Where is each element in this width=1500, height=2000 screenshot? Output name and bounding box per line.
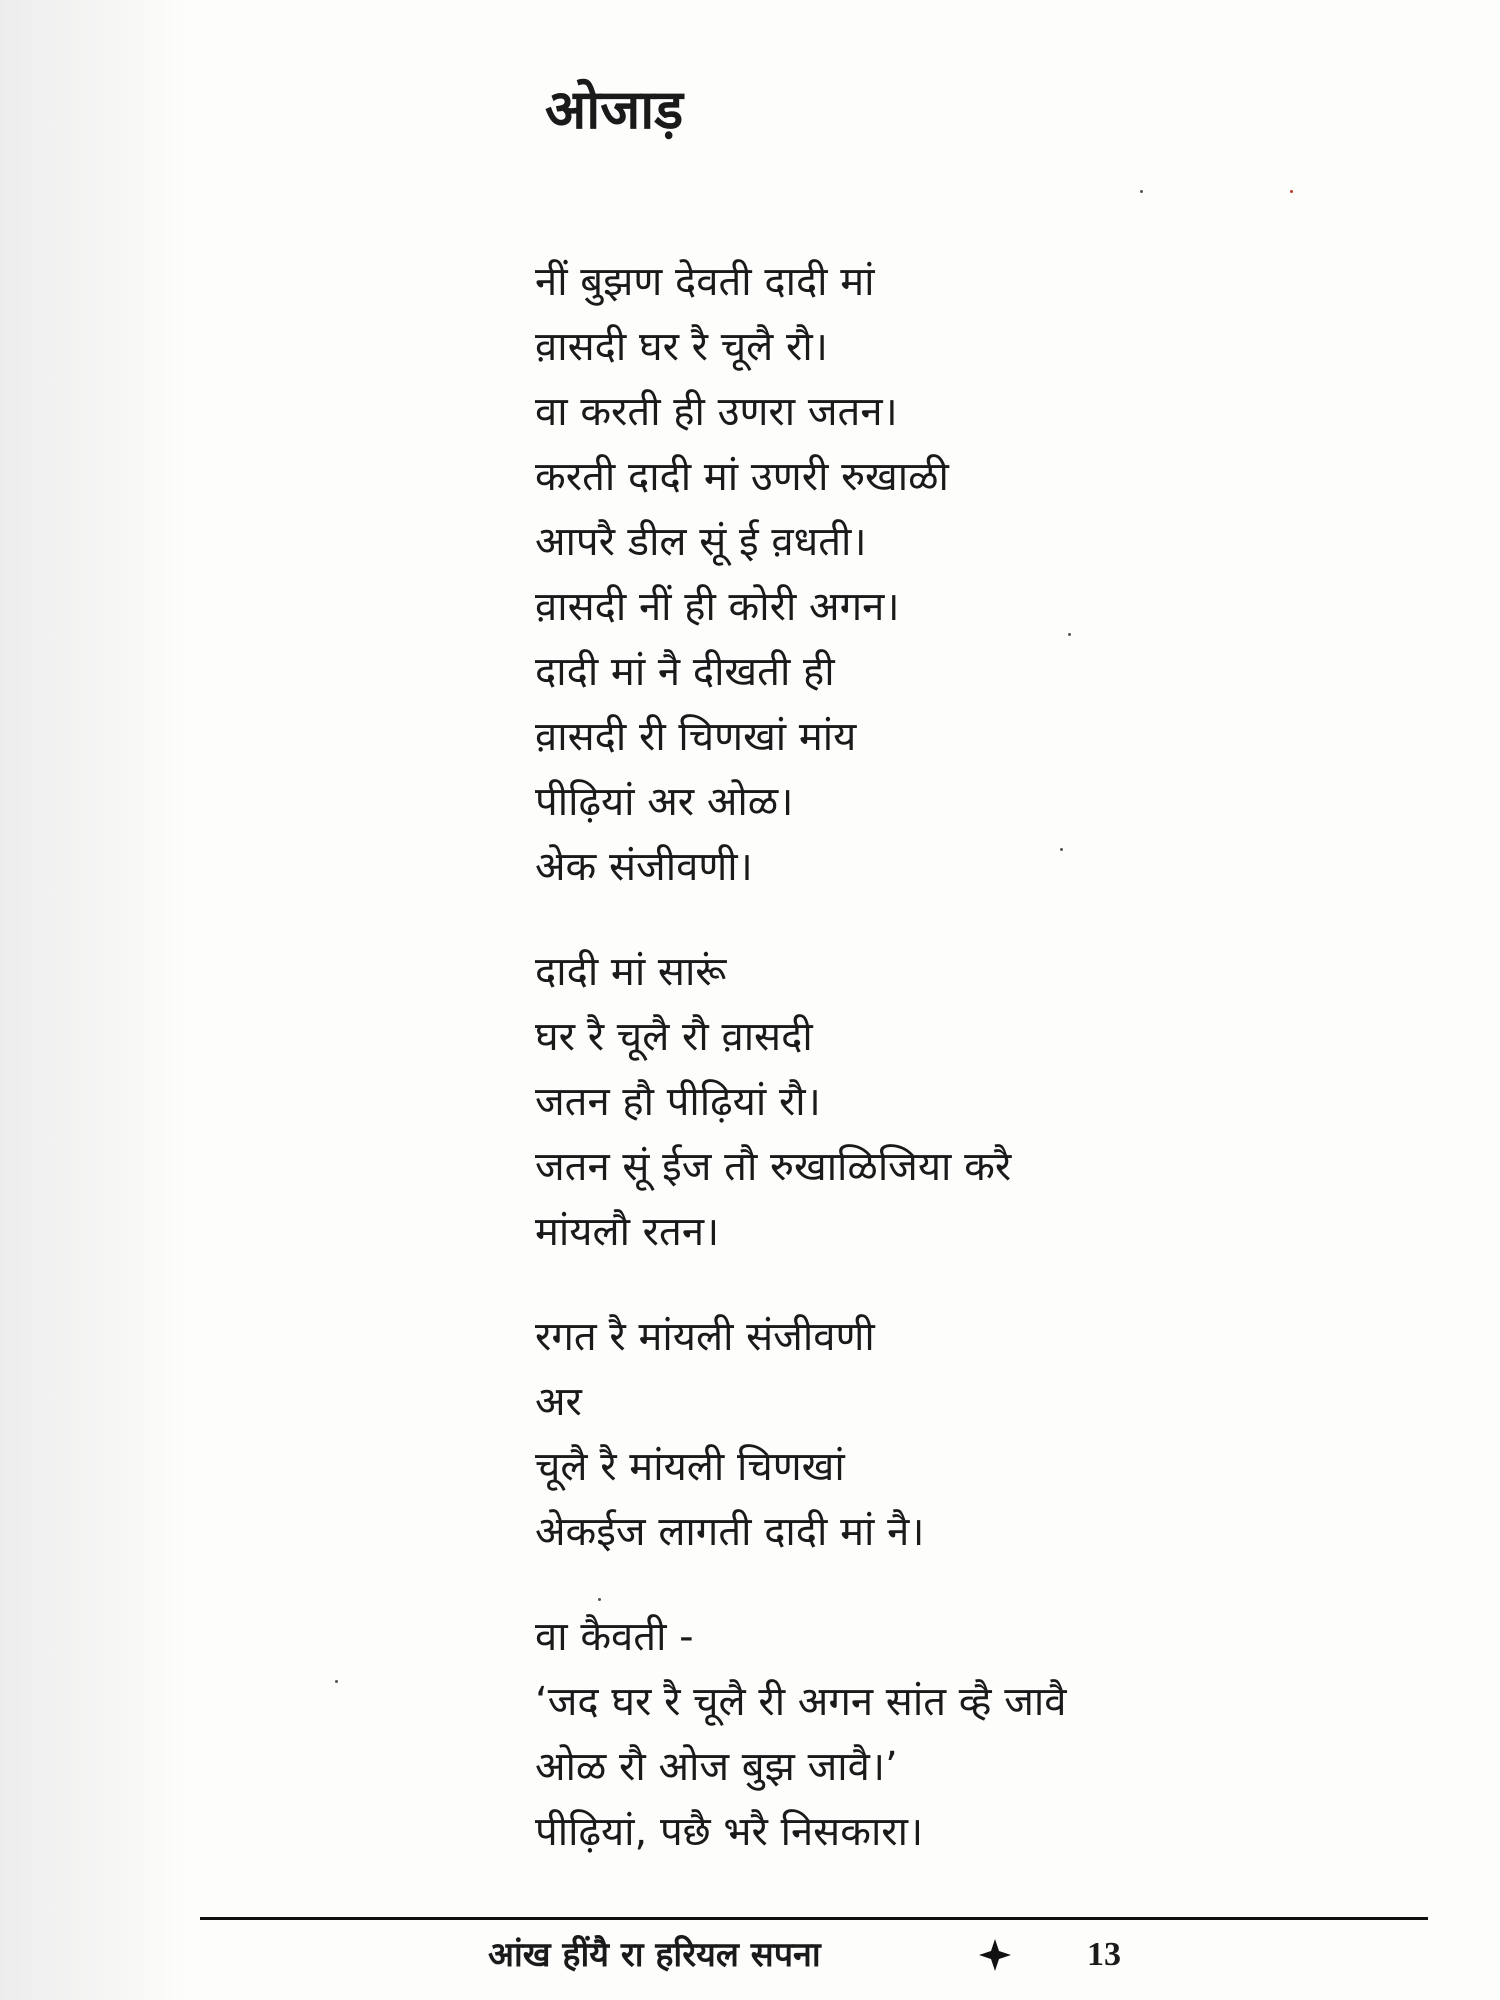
poem-line: ओळ रौ ओज बुझ जावै।’ bbox=[535, 1744, 898, 1790]
footer-divider bbox=[200, 1917, 1428, 1920]
poem-line: वा करती ही उणरा जतन। bbox=[535, 389, 898, 435]
poem-line: अेक संजीवणी। bbox=[535, 844, 753, 890]
page-footer bbox=[0, 1930, 1500, 1980]
poem-line: जतन हौ पीढ़ियां रौ। bbox=[535, 1079, 821, 1125]
poem-line: ‘जद घर रै चूलै री अगन सांत व्है जावै bbox=[535, 1679, 1067, 1725]
poem-line: मांयलौ रतन। bbox=[535, 1209, 720, 1255]
print-speck bbox=[1140, 190, 1143, 193]
poem-line: चूलै रै मांयली चिणखां bbox=[535, 1444, 845, 1490]
poem-title: ओजाड़ bbox=[545, 78, 684, 141]
stanza bbox=[535, 250, 1235, 900]
poem-line: वा कैवती - bbox=[535, 1614, 694, 1660]
poem-line: व़ासदी री चिणखां मांय bbox=[535, 714, 857, 760]
book-title: आंख हींयै रा हरियल सपना bbox=[488, 1935, 821, 1975]
poem-line: दादी मां नै दीखती ही bbox=[535, 649, 835, 695]
diamond-star-icon bbox=[978, 1938, 1012, 1972]
stanza bbox=[535, 940, 1235, 1265]
page-number: 13 bbox=[1087, 1936, 1121, 1973]
print-speck bbox=[335, 1680, 338, 1683]
poem-line: आपरै डील सूं ई व़धती। bbox=[535, 519, 867, 565]
poem-line: जतन सूं ईज तौ रुखाळिजिया करै bbox=[535, 1144, 1012, 1190]
poem-body bbox=[535, 250, 1235, 1905]
page-gutter-shadow bbox=[0, 0, 190, 2000]
poem-line: करती दादी मां उणरी रुखाळी bbox=[535, 454, 949, 500]
poem-line: अेकईज लागती दादी मां नै। bbox=[535, 1509, 925, 1555]
stanza bbox=[535, 1605, 1235, 1865]
stanza bbox=[535, 1305, 1235, 1565]
poem-line: नीं बुझण देवती दादी मां bbox=[535, 259, 875, 305]
poem-line: पीढ़ियां, पछै भरै निसकारा। bbox=[535, 1809, 924, 1855]
poem-line: व़ासदी घर रै चूलै रौ। bbox=[535, 324, 828, 370]
poem-line: अर bbox=[535, 1379, 582, 1425]
poem-line: दादी मां सारूं bbox=[535, 949, 727, 995]
poem-line: व़ासदी नीं ही कोरी अगन। bbox=[535, 584, 900, 630]
poem-line: रगत रै मांयली संजीवणी bbox=[535, 1314, 875, 1360]
poem-line: पीढ़ियां अर ओळ। bbox=[535, 779, 794, 825]
print-speck bbox=[1290, 190, 1293, 193]
poem-line: घर रै चूलै रौ व़ासदी bbox=[535, 1014, 813, 1060]
